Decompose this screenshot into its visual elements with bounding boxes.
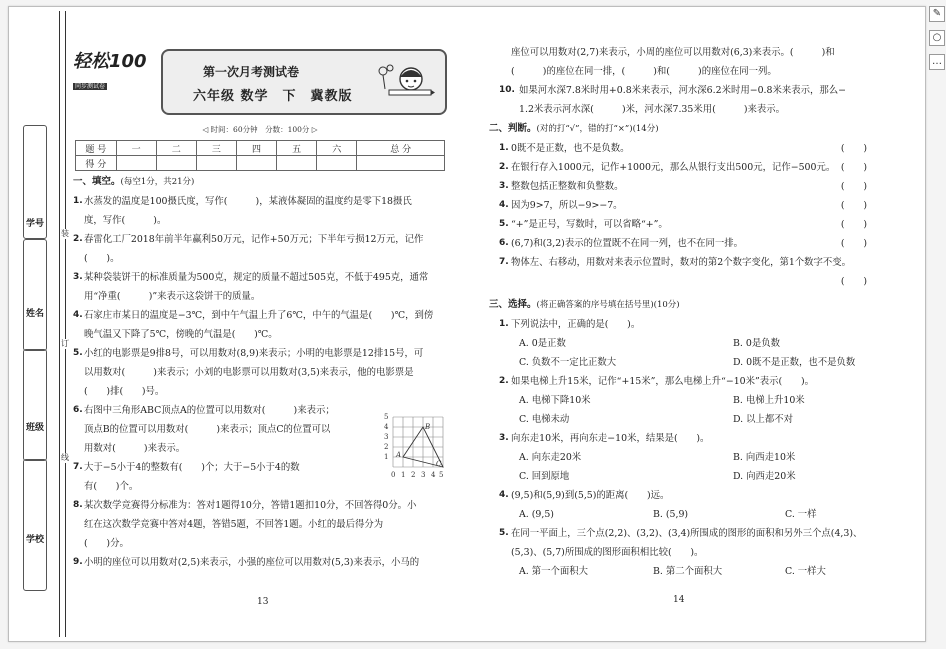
binding-margin [9, 7, 71, 641]
question-line: 如果河水深7.8米时用+0.8米来表示，河水深6.2米时用−0.8米来表示，那么− [519, 85, 846, 96]
page-number-right: 14 [673, 595, 685, 605]
question-line: 小红的电影票是9排8号，可以用数对(8,9)来表示；小明的电影票是12排15号，可 [84, 348, 424, 359]
option-c[interactable]: C. 电梯未动 [519, 414, 570, 425]
question-line: 整数包括正整数和负整数。 [511, 181, 624, 192]
score-cell: 题 号 [76, 141, 117, 156]
section-judge [489, 119, 867, 139]
binding-line-inner [65, 11, 66, 637]
question-6 [73, 401, 384, 458]
question-line: 向东走10米，再向东走−10米，结果是( )。 [511, 433, 710, 444]
question-4 [73, 306, 449, 344]
question-number: 2. [499, 162, 509, 172]
exam-sheet [8, 6, 926, 642]
question-number: 6. [499, 238, 509, 248]
score-input-cell[interactable] [236, 156, 276, 171]
option-c[interactable]: C. 回到原地 [519, 471, 570, 482]
judge-item-5 [489, 215, 867, 234]
point-label-c: C [436, 460, 442, 468]
question-line: 顶点B的位置可以用数对( )来表示；顶点C的位置可以 [84, 424, 331, 435]
section-title: 二、判断。 [489, 123, 537, 134]
grid-ylabel: 2 [384, 443, 389, 451]
option-a[interactable]: A. 0是正数 [519, 338, 566, 349]
score-table [75, 140, 445, 171]
question-8 [73, 496, 449, 553]
choice-4-options [489, 505, 867, 524]
cartoon-student-icon [375, 59, 435, 103]
question-number: 5. [73, 348, 83, 358]
question-line: 座位可以用数对(2,7)来表示，小周的座位可以用数对(6,3)来表示。( )和 [511, 47, 835, 58]
exam-subtitle: 六年级 数学 下 冀教版 [193, 89, 353, 104]
question-number: 1. [499, 319, 509, 329]
answer-paren[interactable]: ( ) [840, 219, 867, 230]
question-7 [73, 458, 384, 496]
name-label: 姓名 [26, 309, 45, 319]
class-box [23, 349, 47, 461]
question-line: 有( )个。 [84, 481, 139, 492]
choice-5 [489, 524, 867, 562]
choice-1-options-row1 [489, 334, 867, 353]
option-c[interactable]: C. 一样大 [785, 566, 826, 577]
question-line: 某种袋装饼干的标准质量为500克，规定的质量不超过505克，不低于495克，通常 [84, 272, 429, 283]
option-a[interactable]: A. 向东走20米 [519, 452, 582, 463]
score-input-cell[interactable] [116, 156, 156, 171]
question-line: 大于−5小于4的整数有( )个；大于−5小于4的数 [84, 462, 300, 473]
question-number: 5. [499, 219, 509, 229]
question-number: 4. [73, 310, 83, 320]
question-number: 9. [73, 557, 83, 567]
grid-xlabel: 4 [431, 471, 436, 479]
score-cell: 五 [277, 141, 317, 156]
section-title: 一、填空。 [73, 176, 121, 187]
question-line: 用数对( )来表示。 [84, 443, 186, 454]
school-box [23, 459, 47, 591]
point-label-b: B [425, 423, 431, 431]
question-line: 红在这次数学竞赛中答对4题，答错5题，不回答1题。小红的最后得分为 [84, 519, 384, 530]
question-line: 小明的座位可以用数对(2,5)来表示，小强的座位可以用数对(5,3)来表示，小马的 [84, 557, 420, 568]
question-line: “+”是正号，写数时，可以省略“+”。 [511, 219, 668, 230]
question-line: 右图中三角形ABC顶点A的位置可以用数对( )来表示； [84, 405, 335, 416]
question-number: 4. [499, 200, 509, 210]
school-label: 学校 [26, 535, 45, 545]
annotate-tool-icon[interactable]: ✎ [929, 6, 945, 22]
question-line: 在银行存入1000元，记作+1000元，那么从银行支出500元，记作−500元。 [511, 162, 836, 173]
choice-2-options-row1 [489, 391, 867, 410]
option-a[interactable]: A. 电梯下降10米 [519, 395, 591, 406]
exam-title: 第一次月考测试卷 [203, 65, 300, 79]
question-2 [73, 230, 449, 268]
question-number: 1. [73, 196, 83, 206]
question-line: (5,3)、(5,7)所围成的图形面积相比较( )。 [511, 547, 704, 558]
question-line: 晚气温又下降了5℃，傍晚的气温是( )℃。 [84, 329, 278, 340]
score-input-cell[interactable] [357, 156, 445, 171]
grid-xlabel: 3 [421, 471, 426, 479]
choice-3 [489, 429, 867, 448]
grid-xlabel: 0 [391, 471, 396, 479]
title-box [161, 49, 447, 115]
question-number: 3. [499, 433, 509, 443]
class-label: 班级 [26, 423, 45, 433]
grid-ylabel: 5 [384, 413, 389, 421]
question-line: 度，写作( )。 [84, 215, 167, 226]
judge-item-3 [489, 177, 867, 196]
score-input-cell[interactable] [277, 156, 317, 171]
brand-logo [73, 47, 173, 113]
section-choice [489, 295, 867, 315]
answer-paren[interactable]: ( ) [840, 143, 867, 154]
student-number-label: 学号 [26, 219, 45, 229]
section-title: 三、选择。 [489, 299, 537, 310]
question-10 [489, 81, 867, 119]
question-number: 1. [499, 143, 509, 153]
option-a[interactable]: A. (9,5) [519, 509, 554, 520]
question-line: 用“净重( )”来表示这袋饼干的质量。 [84, 291, 261, 302]
question-line: 水蒸发的温度是100摄氏度，写作( )，某液体凝固的温度约是零下18摄氏 [84, 196, 412, 207]
question-9-continued [489, 43, 867, 81]
score-cell: 一 [116, 141, 156, 156]
choice-5-options [489, 562, 867, 581]
option-c[interactable]: C. 负数不一定比正数大 [519, 357, 617, 368]
question-number: 4. [499, 490, 509, 500]
question-number: 5. [499, 528, 509, 538]
question-number: 3. [499, 181, 509, 191]
question-3 [73, 268, 449, 306]
question-line: (9,5)和(5,9)到(5,5)的距离( )远。 [511, 490, 670, 501]
answer-paren[interactable]: ( ) [840, 181, 867, 192]
section-fill-in [73, 172, 449, 192]
cut-word-2: 订 [61, 339, 69, 348]
right-column [489, 43, 867, 581]
grid-xlabel: 5 [439, 471, 444, 479]
grid-ylabel: 4 [384, 423, 389, 431]
option-b[interactable]: B. 电梯上升10米 [733, 395, 805, 406]
section-note: (对的打“√”，错的打“×”)(14分) [536, 124, 659, 134]
logo-subtitle: 同步测试卷 [75, 83, 106, 90]
section-note: (将正确答案的序号填在括号里)(10分) [536, 300, 680, 310]
grid-xlabel: 2 [411, 471, 416, 479]
choice-3-options-row2 [489, 467, 867, 486]
option-d[interactable]: D. 以上都不对 [733, 414, 794, 425]
score-input-cell[interactable] [156, 156, 196, 171]
cut-word-3: 线 [61, 453, 69, 462]
question-line: 在同一平面上，三个点(2,2)、(3,2)、(3,4)所围成的图形的面积和另外三个点(4,3)、 [511, 528, 863, 539]
question-line: 因为9>7，所以−9>−7。 [511, 200, 623, 211]
student-number-box [23, 125, 47, 239]
judge-item-4 [489, 196, 867, 215]
judge-item-1 [489, 139, 867, 158]
question-number: 2. [499, 376, 509, 386]
question-line: ( )。 [84, 253, 120, 264]
question-number: 6. [73, 405, 83, 415]
name-box [23, 239, 47, 351]
question-line: (6,7)和(3,2)表示的位置既不在同一列，也不在同一排。 [511, 238, 743, 249]
exam-header [73, 47, 445, 119]
option-b[interactable]: B. 第二个面积大 [653, 566, 723, 577]
answer-paren[interactable]: ( ) [840, 200, 867, 211]
judge-item-6 [489, 234, 867, 253]
choice-4 [489, 486, 867, 505]
question-number: 10. [499, 85, 515, 95]
question-1 [73, 192, 449, 230]
score-table-header-row [76, 141, 445, 156]
binding-line-outer [59, 11, 60, 637]
option-b[interactable]: B. (5,9) [653, 509, 689, 520]
answer-paren[interactable]: ( ) [840, 162, 867, 173]
choice-2-options-row2 [489, 410, 867, 429]
time-info: ◁ 时间：60分钟 分数：100分 ▷ [202, 125, 318, 134]
choice-1-options-row2 [489, 353, 867, 372]
question-line: 物体左、右移动，用数对来表示位置时，数对的第2个数字变化，第1个数字不变。 [511, 257, 852, 268]
score-cell: 总 分 [357, 141, 445, 156]
question-line: ( )分。 [84, 538, 129, 549]
grid-ylabel: 1 [384, 453, 389, 461]
question-line: 春雷化工厂2018年前半年赢利50万元，记作+50万元；下半年亏损12万元，记作 [84, 234, 424, 245]
option-d[interactable]: D. 向西走20米 [733, 471, 796, 482]
question-line: 如果电梯上升15米，记作“+15米”，那么电梯上升“−10米”表示( )。 [511, 376, 814, 387]
question-line: 某次数学竞赛得分标准为：答对1题得10分，答错1题扣10分，不回答得0分。小 [84, 500, 417, 511]
judge-item-2 [489, 158, 867, 177]
score-cell: 四 [236, 141, 276, 156]
score-input-cell[interactable] [317, 156, 357, 171]
section-note: (每空1分，共21分) [120, 177, 195, 187]
page-number-left: 13 [257, 597, 269, 607]
answer-paren[interactable]: ( ) [840, 238, 867, 249]
question-line: 0既不是正数，也不是负数。 [511, 143, 630, 154]
left-column [73, 172, 449, 572]
option-d[interactable]: D. 0既不是正数，也不是负数 [733, 357, 856, 368]
question-number: 7. [73, 462, 83, 472]
more-tool-icon[interactable]: … [929, 54, 945, 70]
answer-paren[interactable]: ( ) [840, 276, 867, 287]
option-c[interactable]: C. 一样 [785, 509, 817, 520]
question-number: 7. [499, 257, 509, 267]
point-label-a: A [396, 451, 402, 459]
score-cell: 得 分 [76, 156, 117, 171]
logo-text: 轻松100 [73, 51, 147, 72]
judge-item-7 [489, 253, 867, 291]
choice-2 [489, 372, 867, 391]
score-cell: 二 [156, 141, 196, 156]
question-line: 下列说法中，正确的是( )。 [511, 319, 641, 330]
cut-word-1: 装 [61, 229, 69, 238]
grid-xlabel: 1 [401, 471, 406, 479]
question-9 [73, 553, 449, 572]
score-table-score-row [76, 156, 445, 171]
option-b[interactable]: B. 0是负数 [733, 338, 780, 349]
question-number: 2. [73, 234, 83, 244]
question-line: 1.2米表示河水深( )米，河水深7.35米用( )来表示。 [519, 104, 786, 115]
viewer-toolbar [929, 6, 946, 78]
question-5 [73, 344, 449, 401]
question-line: 石家庄市某日的温度是−3℃，到中午气温上升了6℃，中午的气温是( )℃，到傍 [84, 310, 434, 321]
option-a[interactable]: A. 第一个面积大 [519, 566, 588, 577]
grid-ylabel: 3 [384, 433, 389, 441]
question-number: 8. [73, 500, 83, 510]
score-input-cell[interactable] [196, 156, 236, 171]
choice-1 [489, 315, 867, 334]
search-tool-icon[interactable]: ○ [929, 30, 945, 46]
question-line: ( )排( )号。 [84, 386, 165, 397]
score-cell: 六 [317, 141, 357, 156]
question-number: 3. [73, 272, 83, 282]
score-cell: 三 [196, 141, 236, 156]
choice-3-options-row1 [489, 448, 867, 467]
question-line: ( )的座位在同一排，( )和( )的座位在同一列。 [511, 66, 777, 77]
option-b[interactable]: B. 向西走10米 [733, 452, 796, 463]
question-line: 以用数对( )来表示；小刘的电影票可以用数对(3,5)来表示，他的电影票是 [84, 367, 414, 378]
coordinate-grid-figure [381, 411, 445, 483]
